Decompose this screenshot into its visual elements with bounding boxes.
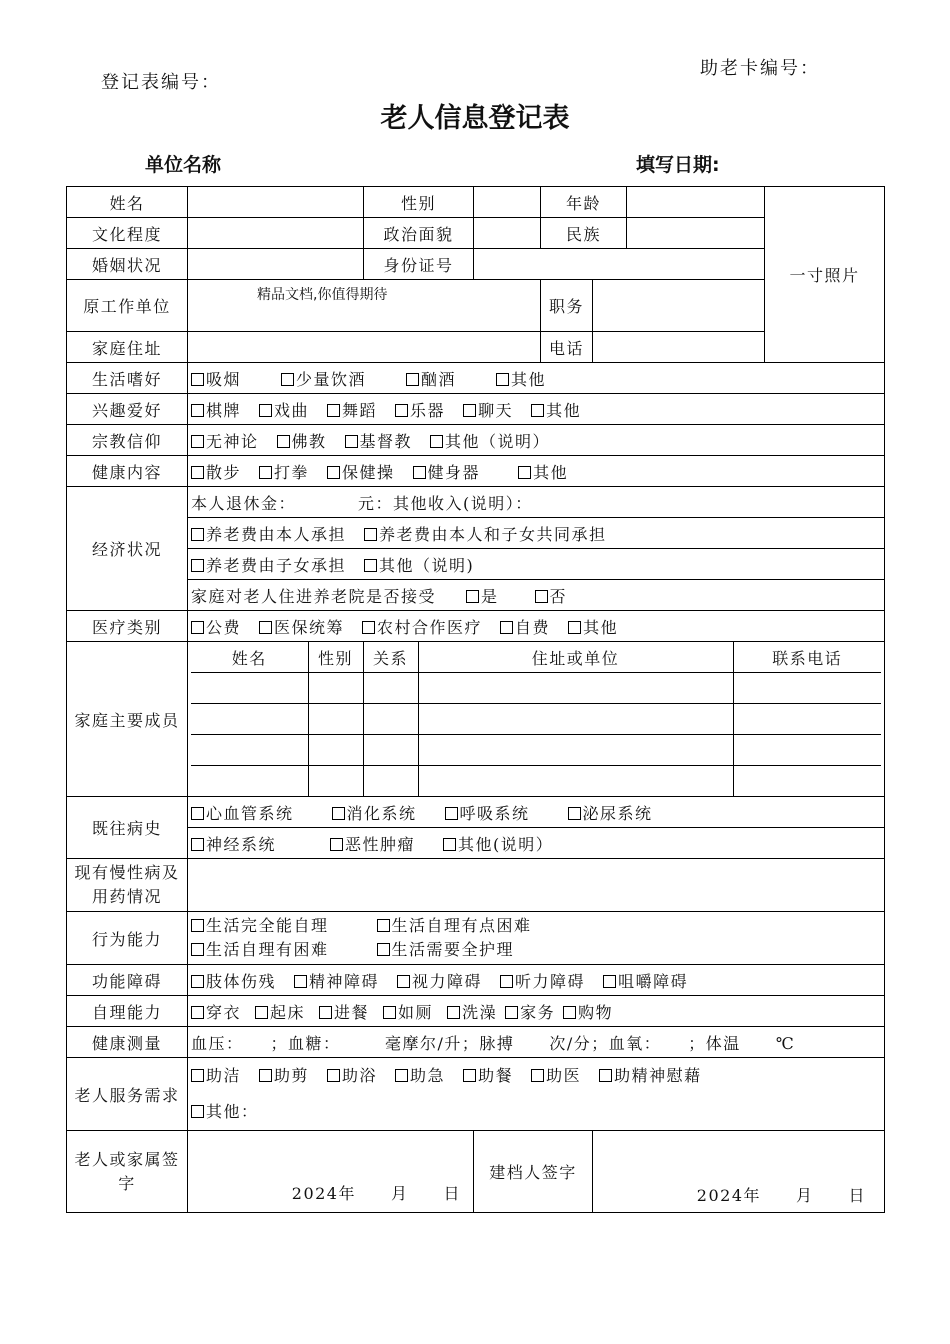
name-label: 姓名 <box>67 187 188 218</box>
economy-option[interactable]: 养老费由本人和子女共同承担 <box>364 522 607 545</box>
behavior-option[interactable]: 生活自理有困难 <box>191 938 329 962</box>
hobby-option[interactable]: 戏曲 <box>259 398 309 421</box>
checkbox-icon <box>191 975 204 988</box>
habits-label: 生活嗜好 <box>67 363 188 394</box>
selfcare-option[interactable]: 家务 <box>505 1000 555 1023</box>
phone-field[interactable] <box>593 332 765 363</box>
checkbox-icon <box>531 1069 544 1082</box>
disability-option[interactable]: 咀嚼障碍 <box>603 969 688 992</box>
checkbox-icon <box>377 919 390 932</box>
checkbox-icon <box>383 1006 396 1019</box>
selfcare-option[interactable]: 进餐 <box>319 1000 369 1023</box>
medical-option[interactable]: 医保统筹 <box>259 615 344 638</box>
behavior-option[interactable]: 生活自理有点困难 <box>377 914 532 938</box>
economy-row-4 <box>188 580 885 611</box>
checkbox-icon <box>443 838 456 851</box>
checkbox-icon <box>191 621 204 634</box>
family-header-address: 住址或单位 <box>418 642 733 673</box>
checkbox-icon <box>345 435 358 448</box>
education-field[interactable] <box>188 218 364 249</box>
address-field[interactable] <box>188 332 541 363</box>
checkbox-icon <box>568 621 581 634</box>
checkbox-icon <box>413 466 426 479</box>
selfcare-option[interactable]: 洗澡 <box>447 1000 497 1023</box>
checkbox-icon <box>466 590 479 603</box>
checkbox-icon <box>496 373 509 386</box>
work-unit-note: 精品文档,你值得期待 <box>257 287 388 303</box>
hobbies-label: 兴趣爱好 <box>67 394 188 425</box>
checkbox-icon <box>364 528 377 541</box>
unit-name-label: 单位名称 <box>145 154 222 176</box>
pension-line[interactable]: 本人退休金： 元：其他收入(说明）： <box>188 487 885 518</box>
economy-row-3 <box>188 549 885 580</box>
age-field[interactable] <box>627 187 765 218</box>
history-option[interactable]: 神经系统 <box>191 832 276 855</box>
checkbox-icon <box>395 404 408 417</box>
table-row <box>191 673 881 704</box>
page-title: 老人信息登记表 <box>380 103 570 134</box>
service-option[interactable]: 助剪 <box>259 1058 309 1094</box>
selfcare-option[interactable]: 如厕 <box>383 1000 433 1023</box>
checkbox-icon <box>330 838 343 851</box>
religion-option[interactable]: 基督教 <box>345 429 413 452</box>
fitness-option[interactable]: 打拳 <box>259 460 309 483</box>
medical-option[interactable]: 农村合作医疗 <box>362 615 482 638</box>
service-option[interactable]: 助浴 <box>327 1058 377 1094</box>
checkbox-icon <box>191 373 204 386</box>
family-header-relation: 关系 <box>363 642 418 673</box>
table-row <box>191 704 881 735</box>
checkbox-icon <box>277 435 290 448</box>
hobby-option[interactable]: 其他 <box>531 398 581 421</box>
checkbox-icon <box>406 373 419 386</box>
religion-options <box>188 425 885 456</box>
fitness-option[interactable]: 其他 <box>518 460 568 483</box>
medical-label: 医疗类别 <box>67 611 188 642</box>
checkbox-icon <box>255 1006 268 1019</box>
history-option[interactable]: 其他(说明） <box>443 832 553 855</box>
history-option[interactable]: 呼吸系统 <box>445 801 530 824</box>
hobby-option[interactable]: 乐器 <box>395 398 445 421</box>
disability-label: 功能障碍 <box>67 965 188 996</box>
economy-option[interactable]: 是 <box>466 584 499 607</box>
table-row <box>191 766 881 797</box>
checkbox-icon <box>568 807 581 820</box>
family-header-name: 姓名 <box>191 642 308 673</box>
family-members-table <box>191 642 881 796</box>
habit-option[interactable]: 吸烟 <box>191 367 241 390</box>
registration-number-label: 登记表编号： <box>101 72 221 93</box>
registration-form <box>66 186 885 1213</box>
habit-option[interactable]: 酗酒 <box>406 367 456 390</box>
religion-option[interactable]: 佛教 <box>277 429 327 452</box>
position-label: 职务 <box>541 280 593 332</box>
hobby-option[interactable]: 聊天 <box>463 398 513 421</box>
archivist-signature-field[interactable] <box>593 1131 885 1213</box>
gender-label: 性别 <box>364 187 474 218</box>
checkbox-icon <box>563 1006 576 1019</box>
service-other-option[interactable]: 其他： <box>191 1094 259 1130</box>
elder-signature-date: 2024年 月 日 <box>291 1184 461 1203</box>
selfcare-option[interactable]: 穿衣 <box>191 1000 241 1023</box>
medical-option[interactable]: 其他 <box>568 615 618 638</box>
checkbox-icon <box>535 590 548 603</box>
service-option[interactable]: 助精神慰藉 <box>599 1058 702 1094</box>
checkbox-icon <box>463 1069 476 1082</box>
checkbox-icon <box>447 1006 460 1019</box>
services-label: 老人服务需求 <box>67 1058 188 1131</box>
checkbox-icon <box>191 1006 204 1019</box>
checkbox-icon <box>332 807 345 820</box>
checkbox-icon <box>191 807 204 820</box>
hobbies-options <box>188 394 885 425</box>
religion-option[interactable]: 无神论 <box>191 429 259 452</box>
disability-option[interactable]: 肢体伤残 <box>191 969 276 992</box>
checkbox-icon <box>599 1069 612 1082</box>
card-number-label: 助老卡编号： <box>700 58 820 79</box>
checkbox-icon <box>191 404 204 417</box>
economy-option[interactable]: 否 <box>535 584 568 607</box>
checkbox-icon <box>191 466 204 479</box>
medical-option[interactable]: 自费 <box>500 615 550 638</box>
economy-label: 经济状况 <box>67 487 188 611</box>
checkbox-icon <box>259 1069 272 1082</box>
ethnicity-field[interactable] <box>627 218 765 249</box>
political-label: 政治面貌 <box>364 218 474 249</box>
photo-label: 一寸照片 <box>789 266 860 285</box>
work-unit-label: 原工作单位 <box>67 280 188 332</box>
service-option[interactable]: 助急 <box>395 1058 445 1094</box>
address-label: 家庭住址 <box>67 332 188 363</box>
history-option[interactable]: 泌尿系统 <box>568 801 653 824</box>
fitness-option[interactable]: 保健操 <box>327 460 395 483</box>
selfcare-option[interactable]: 购物 <box>563 1000 613 1023</box>
checkbox-icon <box>191 1069 204 1082</box>
checkbox-icon <box>500 621 513 634</box>
habit-option[interactable]: 其他 <box>496 367 546 390</box>
chronic-field[interactable] <box>188 859 885 912</box>
fitness-options <box>188 456 885 487</box>
service-option[interactable]: 助餐 <box>463 1058 513 1094</box>
checkbox-icon <box>445 807 458 820</box>
work-unit-field[interactable] <box>188 280 541 332</box>
id-number-label: 身份证号 <box>364 249 474 280</box>
fitness-option[interactable]: 健身器 <box>413 460 481 483</box>
photo-box[interactable] <box>765 187 885 363</box>
checkbox-icon <box>259 466 272 479</box>
checkbox-icon <box>259 404 272 417</box>
services-options <box>188 1058 885 1131</box>
checkbox-icon <box>259 621 272 634</box>
medical-option[interactable]: 公费 <box>191 615 241 638</box>
economy-option[interactable]: 养老费由子女承担 <box>191 553 346 576</box>
history-label: 既往病史 <box>67 797 188 859</box>
checkbox-icon <box>327 1069 340 1082</box>
history-row-2 <box>188 828 885 859</box>
behavior-options <box>188 912 885 965</box>
checkbox-icon <box>518 466 531 479</box>
checkbox-icon <box>364 559 377 572</box>
checkbox-icon <box>500 975 513 988</box>
checkbox-icon <box>362 621 375 634</box>
behavior-option[interactable]: 生活需要全护理 <box>377 938 515 962</box>
family-header-phone: 联系电话 <box>733 642 881 673</box>
checkbox-icon <box>191 919 204 932</box>
checkbox-icon <box>463 404 476 417</box>
elder-signature-label: 老人或家属签 字 <box>67 1131 188 1213</box>
family-header-gender: 性别 <box>308 642 363 673</box>
gender-field[interactable] <box>474 187 541 218</box>
disability-option[interactable]: 视力障碍 <box>397 969 482 992</box>
checkbox-icon <box>603 975 616 988</box>
political-field[interactable] <box>474 218 541 249</box>
checkbox-icon <box>191 435 204 448</box>
measure-field[interactable]: 血压： ；血糖： 毫摩尔/升；脉搏 次/分；血氧： ；体温 ℃ <box>188 1027 885 1058</box>
selfcare-label: 自理能力 <box>67 996 188 1027</box>
checkbox-icon <box>397 975 410 988</box>
checkbox-icon <box>294 975 307 988</box>
religion-label: 宗教信仰 <box>67 425 188 456</box>
fill-date-label: 填写日期: <box>636 154 720 176</box>
selfcare-options <box>188 996 885 1027</box>
service-option[interactable]: 助医 <box>531 1058 581 1094</box>
archivist-signature-date: 2024年 月 日 <box>696 1186 867 1205</box>
name-field[interactable] <box>188 187 364 218</box>
checkbox-icon <box>531 404 544 417</box>
checkbox-icon <box>395 1069 408 1082</box>
economy-row-2 <box>188 518 885 549</box>
hobby-option[interactable]: 舞蹈 <box>327 398 377 421</box>
measure-label: 健康测量 <box>67 1027 188 1058</box>
checkbox-icon <box>327 404 340 417</box>
checkbox-icon <box>430 435 443 448</box>
fitness-label: 健康内容 <box>67 456 188 487</box>
checkbox-icon <box>505 1006 518 1019</box>
checkbox-icon <box>327 466 340 479</box>
behavior-label: 行为能力 <box>67 912 188 965</box>
nursing-home-question: 家庭对老人住进养老院是否接受 <box>191 586 437 606</box>
checkbox-icon <box>191 559 204 572</box>
checkbox-icon <box>191 528 204 541</box>
hobby-option[interactable]: 棋牌 <box>191 398 241 421</box>
religion-option[interactable]: 其他（说明） <box>430 429 550 452</box>
habits-options <box>188 363 885 394</box>
history-option[interactable]: 恶性肿瘤 <box>330 832 415 855</box>
history-row-1 <box>188 797 885 828</box>
history-option[interactable]: 消化系统 <box>332 801 417 824</box>
phone-label: 电话 <box>541 332 593 363</box>
education-label: 文化程度 <box>67 218 188 249</box>
table-row <box>191 735 881 766</box>
disability-option[interactable]: 精神障碍 <box>294 969 379 992</box>
fitness-option[interactable]: 散步 <box>191 460 241 483</box>
marital-label: 婚姻状况 <box>67 249 188 280</box>
disability-options <box>188 965 885 996</box>
archivist-signature-label: 建档人签字 <box>474 1131 593 1213</box>
age-label: 年龄 <box>541 187 627 218</box>
history-option[interactable]: 心血管系统 <box>191 801 294 824</box>
position-field[interactable] <box>593 280 765 332</box>
elder-signature-field[interactable] <box>188 1131 474 1213</box>
disability-option[interactable]: 听力障碍 <box>500 969 585 992</box>
ethnicity-label: 民族 <box>541 218 627 249</box>
family-label: 家庭主要成员 <box>67 642 188 797</box>
service-option[interactable]: 助洁 <box>191 1058 241 1094</box>
habit-option[interactable]: 少量饮酒 <box>281 367 366 390</box>
chronic-label: 现有慢性病及 用药情况 <box>67 859 188 912</box>
economy-option[interactable]: 其他（说明) <box>364 553 474 576</box>
selfcare-option[interactable]: 起床 <box>255 1000 305 1023</box>
id-number-field[interactable] <box>474 249 765 280</box>
checkbox-icon <box>191 1105 204 1118</box>
family-members-table-cell <box>188 642 885 797</box>
checkbox-icon <box>281 373 294 386</box>
medical-options <box>188 611 885 642</box>
checkbox-icon <box>191 838 204 851</box>
marital-field[interactable] <box>188 249 364 280</box>
checkbox-icon <box>319 1006 332 1019</box>
economy-option[interactable]: 养老费由本人承担 <box>191 522 346 545</box>
checkbox-icon <box>377 943 390 956</box>
checkbox-icon <box>191 943 204 956</box>
behavior-option[interactable]: 生活完全能自理 <box>191 914 329 938</box>
